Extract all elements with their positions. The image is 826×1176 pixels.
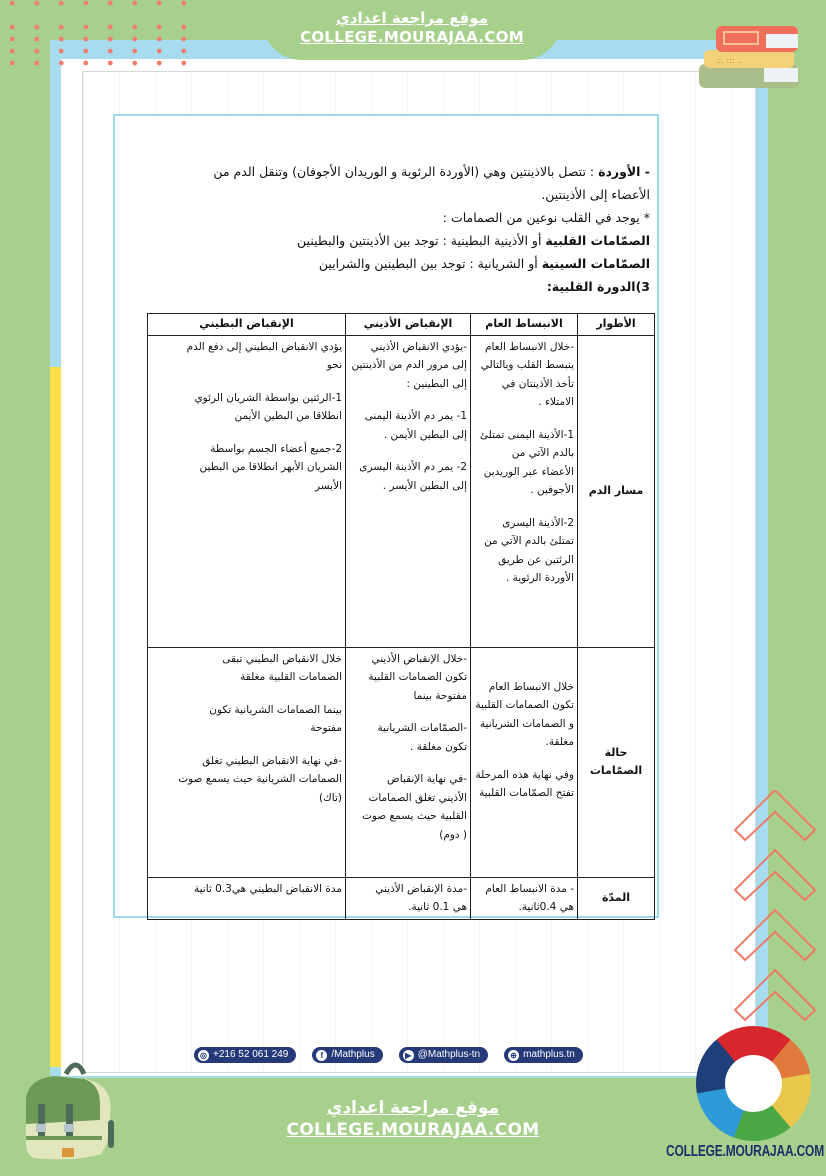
svg-text:.:. ::: ..: .:. ::: .. [716, 56, 743, 65]
cell-ventricular-systole [148, 335, 346, 647]
cell-line: 2- يمر دم الأذينة اليسرى [359, 461, 467, 473]
cell-line: الأعضاء عبر الوريدين [483, 465, 574, 478]
cell-line: - مدة الانبساط العام [485, 882, 574, 895]
header-ventricular-systole: الإنقباض البطيني [148, 314, 346, 336]
veins-label: - الأوردة [598, 164, 650, 179]
cell-line: مدة الانقباض البطيني هي0.3 ثانية [193, 882, 342, 895]
valves-intro: * يوجد في القلب نوعين من الصمامات : [442, 210, 650, 225]
cell-line [474, 500, 574, 514]
cell-line: تأخذ الأذينتان في [501, 377, 574, 390]
cell-line [474, 752, 574, 766]
cell-line: -في نهاية الانقباض البطيني تغلق [202, 754, 342, 767]
social-label: @Mathplus-tn [417, 1049, 481, 1060]
cell-line [474, 650, 574, 664]
cell-line: -مدة الإنقباض الأذيني [375, 882, 467, 895]
cell-line: الأجوفين . [530, 484, 574, 496]
valve1-text: أو الأذينية البطينية : توجد بين الأذينتين والبطينين [297, 233, 546, 248]
books-icon [694, 14, 804, 92]
row-label: مسار الدم [578, 335, 655, 647]
cell-line [474, 664, 574, 678]
cell-line: نحو [326, 359, 342, 371]
cell-line: -في نهاية الإنقباض [387, 773, 467, 785]
row-label: المدّة [578, 877, 655, 919]
cell-line: الأيسر [315, 479, 342, 492]
header-phases: الأطوار [578, 314, 655, 336]
cell-line: -خلال الإنقباض الأذيني [371, 652, 467, 665]
logo-site-text[interactable]: COLLEGE.MOURAJAA.COM [665, 1141, 824, 1161]
header-site-link[interactable]: COLLEGE.MOURAJAA.COM [300, 28, 524, 46]
cell-line: تكون الصمامات القلبية [475, 699, 574, 711]
intro-text [150, 160, 650, 298]
cell-line [349, 393, 467, 407]
cell-general-diastole [471, 877, 578, 919]
cell-line: 2-جميع أعضاء الجسم بواسطة [210, 442, 342, 455]
header-arabic-title: موقع مراجعة اعدادي [336, 9, 488, 27]
cell-line [151, 687, 342, 701]
table-row [148, 335, 655, 647]
cell-line: مفتوحة [310, 722, 342, 734]
social-label: +216 52 061 249 [213, 1049, 289, 1060]
cell-line [349, 756, 467, 770]
table-row [148, 647, 655, 877]
cell-line [151, 738, 342, 752]
cell-line: يؤدي الانقباض البطيني إلى دفع الدم [186, 340, 342, 353]
cell-line: -يؤدي الانقباض الأذيني [370, 340, 467, 353]
cell-line: مغلقة. [545, 736, 574, 748]
decorative-dots [0, 36, 200, 66]
cell-line: إلى البطين الأيسر . [382, 479, 467, 492]
social-label: /Mathplus [331, 1049, 375, 1060]
logo-wheel-center [725, 1055, 782, 1112]
veins-text: : تتصل بالاذينتين وهي (الأوردة الرئوية و الوريدان الأجوفان) وتنقل الدم من [213, 164, 599, 179]
cell-general-diastole [471, 647, 578, 877]
cell-line: 1- يمر دم الأذينة اليمنى [364, 410, 467, 422]
cell-line: بينما الصمامات الشريانية تكون [209, 703, 342, 716]
valve2-text: أو الشريانية : توجد بين البطينين والشرايين [318, 256, 542, 271]
cell-line [349, 705, 467, 719]
footer-site-link[interactable]: COLLEGE.MOURAJAA.COM [286, 1120, 540, 1140]
cell-line: الصمامات الشريانية حيث يسمع صوت [178, 773, 342, 785]
row-label: حالة الصمّامات [578, 647, 655, 877]
valve2-label: الصمّامات السينية [541, 256, 650, 271]
cell-line [349, 444, 467, 458]
header-banner [262, 0, 562, 60]
cell-line: انطلاقا من البطين الأيمن [234, 410, 342, 422]
cell-ventricular-systole [148, 877, 346, 919]
cell-atrial-systole [346, 647, 471, 877]
cell-general-diastole [471, 335, 578, 647]
cell-line: الرئتين عن طريق [498, 553, 574, 566]
cell-line: بالدم الآتي من [511, 447, 574, 459]
social-link-whatsapp[interactable] [194, 1047, 296, 1063]
cell-line: إلى البطينين : [406, 377, 467, 390]
cell-line: 1-الرئتين بواسطة الشريان الرئوي [194, 391, 342, 404]
footer-banner [265, 1083, 561, 1169]
frame-green-left [0, 36, 50, 1176]
cardiac-cycle-table [147, 313, 655, 920]
cell-atrial-systole [346, 877, 471, 919]
cell-line: -خلال الانبساط العام [484, 340, 574, 353]
cell-line: 1-الأذينة اليمنى تمتلئ [479, 428, 574, 441]
cell-line: القلبية حيث يسمع صوت [361, 810, 467, 822]
cell-line [151, 426, 342, 440]
cell-line: تمتلئ بالدم الآتي من [484, 535, 574, 547]
section-heading: 3)الدورة القلبية: [546, 279, 650, 294]
valve1-label: الصمّامات القلبية [545, 233, 650, 248]
cardiac-cycle-table-wrap [147, 313, 655, 920]
cell-line: الشريان الأبهر انطلاقا من البطين [199, 461, 342, 473]
table-header-row [148, 314, 655, 336]
header-atrial-systole: الإنقباض الأذيني [346, 314, 471, 336]
social-label: mathplus.tn [523, 1049, 575, 1060]
social-link-globe[interactable] [504, 1047, 583, 1063]
whatsapp-icon: ◎ [198, 1050, 209, 1061]
cell-line: و الصمامات الشريانية [479, 717, 574, 730]
cell-line: وفي نهاية هذه المرحلة [475, 768, 574, 781]
cell-line: خلال الانبساط العام [488, 680, 574, 693]
cell-line: الأوردة الرئوية . [505, 572, 574, 584]
cell-line: (تاك) [319, 791, 342, 804]
cell-line: هي 0.4ثانية. [518, 901, 574, 913]
backpack-icon [14, 1054, 114, 1164]
cell-line: الامتلاء . [538, 396, 574, 408]
cell-atrial-systole [346, 335, 471, 647]
table-row [148, 877, 655, 919]
cell-line: ( دوم) [439, 828, 467, 841]
cell-line: 2-الأذينة اليسرى [502, 516, 574, 529]
header-general-diastole: الانبساط العام [471, 314, 578, 336]
facebook-icon: f [316, 1050, 327, 1061]
cell-line: إلى البطين الأيمن . [383, 428, 467, 441]
footer-arabic-title: موقع مراجعة اعدادي [326, 1098, 500, 1118]
cell-line: الأذيني تغلق الصمامات [368, 791, 467, 804]
cell-line: خلال الانقباض البطيني تبقى [222, 652, 342, 665]
youtube-icon: ▶ [403, 1050, 414, 1061]
social-link-youtube[interactable] [399, 1047, 488, 1063]
cell-ventricular-systole [148, 647, 346, 877]
cell-line: الصمامات القلبية مغلقة [240, 671, 342, 683]
cell-line: -الصمّامات الشريانية [377, 722, 467, 734]
cell-line: مفتوحة بينما [413, 689, 467, 702]
cell-line: إلى مرور الدم من الأذينتين [351, 359, 467, 371]
globe-icon: ⊕ [508, 1050, 519, 1061]
cell-line: تفتح الصمّامات القلبية [479, 787, 574, 799]
cell-line: تكون مغلقة . [410, 740, 467, 753]
veins-text-2: الأعضاء إلى الأذينتين. [541, 187, 650, 202]
social-bar [194, 1047, 583, 1065]
cell-line: هي 0.1 ثانية. [408, 901, 467, 913]
cell-line [474, 412, 574, 426]
cell-line: تكون الصمامات القلبية [368, 671, 467, 683]
chevron-up-icon [730, 790, 820, 1030]
cell-line: ينبسط القلب وبالتالي [480, 359, 574, 371]
cell-line [151, 375, 342, 389]
frame-yellow-left [50, 367, 61, 1067]
social-link-facebook[interactable] [312, 1047, 382, 1063]
